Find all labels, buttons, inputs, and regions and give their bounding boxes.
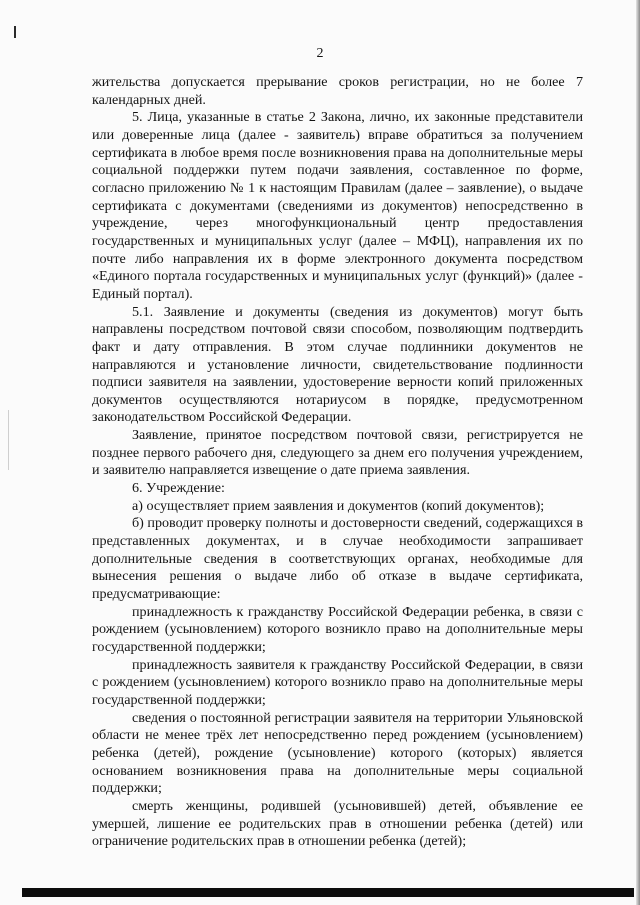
paragraph-residence-registration: сведения о постоянной регистрации заявителя на территории Ульяновской области не менее трёх лет непосредственно перед рождением (усыновлением) ребенка (детей), рождение (усыновление) которого (которых) является основанием возникновения права на дополнительные меры социальной поддержки;: [92, 709, 583, 797]
scan-artifact-mark: [14, 26, 16, 38]
scan-artifact-bottom-edge: [22, 888, 634, 897]
paragraph-item-6-heading: 6. Учреждение:: [132, 480, 225, 497]
paragraph-applicant-citizenship: принадлежность заявителя к гражданству Российской Федерации, в связи с рождением (усыновлением) которого возникло право на дополнительные меры государственной поддержки;: [92, 656, 583, 708]
paragraph-continuation: жительства допускается прерывание сроков регистрации, но не более 7 календарных дней.: [92, 74, 583, 108]
scan-artifact-right-edge: [636, 0, 640, 905]
paragraph-postal-registration: Заявление, принятое посредством почтовой связи, регистрируется не позднее первого рабочего дня, следующего за днем его получения учреждением, и заявителю направляется извещение о дате приема заявления.: [92, 427, 583, 479]
scan-artifact-margin-line: [8, 410, 9, 470]
paragraph-death-or-deprivation: смерть женщины, родившей (усыновившей) детей, объявление ее умершей, лишение ее родительских прав в отношении ребенка (детей) или ограничение родительских прав в отношении ребенка (детей);: [92, 797, 583, 850]
document-body: [92, 74, 583, 851]
paragraph-item-6-b: б) проводит проверку полноты и достоверности сведений, содержащихся в представленных документах, и в случае необходимости запрашивает дополнительные сведения в соответствующих органах, необходимые для вынесения решения о выдаче либо об отказе в выдаче сертификата, предусматривающие:: [92, 515, 583, 603]
paragraph-child-citizenship: принадлежность к гражданству Российской Федерации ребенка, в связи с рождением (усыновлением) которого возникло право на дополнительные меры государственной поддержки;: [92, 603, 583, 655]
paragraph-item-5: 5. Лица, указанные в статье 2 Закона, лично, их законные представители или доверенные лица (далее - заявитель) вправе обратиться за получением сертификата в любое время после возникновения права на дополнительные меры социальной поддержки путем подачи заявления, составленное по форме, согласно приложению № 1 к настоящим Правилам (далее – заявление), о выдаче сертификата с документами (сведениями из документов) непосредственно в учреждение, через многофункциональный центр предоставления государственных и муниципальных услуг (далее – МФЦ), направления их по почте либо направления их в форме электронного документа посредством «Единого портала государственных и муниципальных услуг (функций)» (далее - Единый портал).: [92, 109, 583, 302]
page-number: 2: [316, 46, 324, 61]
paragraph-item-5-1: 5.1. Заявление и документы (сведения из документов) могут быть направлены посредством почтовой связи способом, позволяющим подтвердить факт и дату отправления. В этом случае подлинники документов не направляются и установление личности, свидетельствование подлинности подписи заявителя на заявлении, удостоверение верности копий приложенных документов осуществляются нотариусом в порядке, предусмотренном законодательством Российской Федерации.: [92, 303, 583, 426]
paragraph-item-6-a: а) осуществляет прием заявления и документов (копий документов);: [132, 497, 545, 514]
